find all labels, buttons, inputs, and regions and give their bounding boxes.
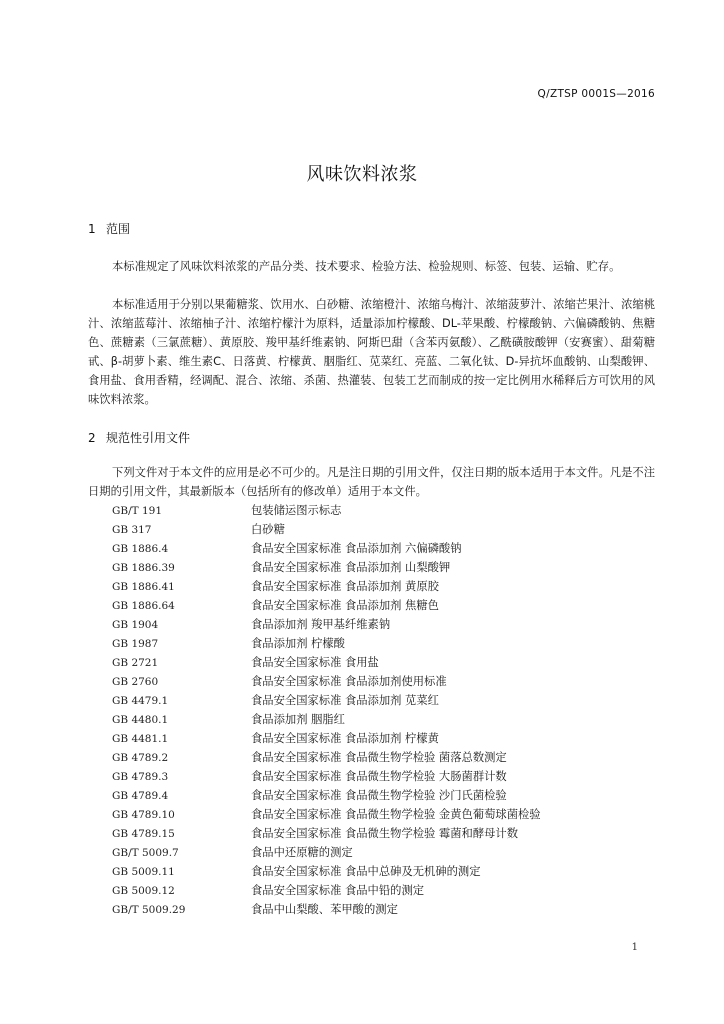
reference-title: 食品中还原糖的测定 [251, 846, 353, 859]
reference-title: 食品安全国家标准 食品添加剂 柠檬黄 [251, 732, 439, 745]
reference-code: GB 1886.64 [112, 600, 175, 612]
reference-code: GB 1886.4 [112, 543, 169, 555]
reference-row [88, 900, 655, 919]
reference-title: 食品添加剂 羧甲基纤维素钠 [251, 618, 391, 631]
reference-row [88, 805, 655, 824]
reference-code: GB/T 191 [112, 505, 163, 517]
reference-row [88, 615, 655, 634]
reference-row [88, 653, 655, 672]
reference-code: GB 4789.2 [112, 752, 169, 764]
reference-title: 食品安全国家标准 食用盐 [251, 656, 379, 669]
reference-code: GB 1987 [112, 638, 159, 650]
section-2-title: 规范性引用文件 [106, 431, 191, 445]
reference-title: 食品安全国家标准 食品微生物学检验 沙门氏菌检验 [251, 789, 507, 802]
reference-title: 食品安全国家标准 食品添加剂 苋菜红 [251, 694, 439, 707]
reference-title: 食品安全国家标准 食品中总砷及无机砷的测定 [251, 865, 481, 878]
reference-title: 食品添加剂 柠檬酸 [251, 637, 345, 650]
reference-row [88, 596, 655, 615]
page-title: 风味饮料浓浆 [306, 164, 418, 185]
reference-code: GB/T 5009.29 [112, 904, 186, 916]
reference-code: GB 5009.12 [112, 885, 175, 897]
reference-row [88, 881, 655, 900]
reference-title: 包装储运图示标志 [251, 504, 342, 517]
reference-row [88, 577, 655, 596]
reference-row [88, 672, 655, 691]
reference-code: GB 1886.39 [112, 562, 175, 574]
section-2-number: 2 [88, 431, 96, 445]
section-1-title: 范围 [106, 222, 131, 236]
reference-title: 食品安全国家标准 食品添加剂使用标准 [251, 675, 447, 688]
page-number: 1 [631, 942, 638, 953]
reference-code: GB 4789.15 [112, 828, 175, 840]
reference-row [88, 634, 655, 653]
reference-code: GB 4789.3 [112, 771, 169, 783]
reference-row [88, 824, 655, 843]
reference-code: GB 4481.1 [112, 733, 169, 745]
section-1-paragraph-2 [88, 295, 655, 409]
reference-title: 食品安全国家标准 食品微生物学检验 霉菌和酵母计数 [251, 827, 519, 840]
reference-row [88, 691, 655, 710]
reference-code: GB 4479.1 [112, 695, 169, 707]
reference-title: 食品安全国家标准 食品添加剂 黄原胶 [251, 580, 439, 593]
reference-row [88, 729, 655, 748]
section-2-intro-text: 下列文件对于本文件的应用是必不可少的。凡是注日期的引用文件，仅注日期的版本适用于本文件。凡是不注日期的引用文件，其最新版本（包括所有的修改单）适用于本文件。 [88, 466, 655, 498]
reference-title: 食品安全国家标准 食品中铅的测定 [251, 884, 425, 897]
reference-code: GB 2721 [112, 657, 159, 669]
reference-code: GB 4789.4 [112, 790, 169, 802]
reference-code: GB 317 [112, 524, 152, 536]
reference-list [88, 501, 655, 919]
section-1-paragraph-1 [88, 257, 655, 276]
section-1-number: 1 [88, 222, 96, 236]
reference-title: 食品安全国家标准 食品添加剂 六偏磷酸钠 [251, 542, 462, 555]
reference-title: 食品安全国家标准 食品微生物学检验 大肠菌群计数 [251, 770, 507, 783]
reference-row [88, 786, 655, 805]
section-2-heading [88, 429, 190, 446]
reference-code: GB 1886.41 [112, 581, 175, 593]
reference-row [88, 862, 655, 881]
reference-title: 白砂糖 [251, 523, 285, 536]
reference-title: 食品安全国家标准 食品微生物学检验 菌落总数测定 [251, 751, 507, 764]
reference-row [88, 748, 655, 767]
reference-code: GB 4789.10 [112, 809, 175, 821]
reference-code: GB 1904 [112, 619, 159, 631]
section-1-paragraph-1-text: 本标准规定了风味饮料浓浆的产品分类、技术要求、检验方法、检验规则、标签、包装、运输、贮存。 [112, 260, 621, 273]
reference-row [88, 539, 655, 558]
reference-title: 食品安全国家标准 食品添加剂 山梨酸钾 [251, 561, 451, 574]
reference-title: 食品添加剂 胭脂红 [251, 713, 345, 726]
reference-row [88, 501, 655, 520]
reference-code: GB 4480.1 [112, 714, 169, 726]
document-code: Q/ZTSP 0001S—2016 [537, 88, 655, 100]
reference-code: GB 5009.11 [112, 866, 175, 878]
reference-row [88, 520, 655, 539]
reference-title: 食品安全国家标准 食品添加剂 焦糖色 [251, 599, 439, 612]
reference-code: GB 2760 [112, 676, 159, 688]
section-2-intro [88, 463, 655, 501]
reference-title: 食品中山梨酸、苯甲酸的测定 [251, 903, 398, 916]
reference-row [88, 710, 655, 729]
reference-row [88, 558, 655, 577]
reference-row [88, 767, 655, 786]
reference-title: 食品安全国家标准 食品微生物学检验 金黄色葡萄球菌检验 [251, 808, 541, 821]
reference-row [88, 843, 655, 862]
reference-code: GB/T 5009.7 [112, 847, 179, 859]
section-1-paragraph-2-text: 本标准适用于分别以果葡糖浆、饮用水、白砂糖、浓缩橙汁、浓缩乌梅汁、浓缩菠萝汁、浓缩芒果汁、浓缩桃汁、浓缩蓝莓汁、浓缩柚子汁、浓缩柠檬汁为原料，适量添加柠檬酸、DL-苹果酸、柠檬酸钠、六偏磷酸钠、焦糖色、蔗糖素（三氯蔗糖）、黄原胶、羧甲基纤维素钠、阿斯巴甜（含苯丙氨酸）、乙酰磺胺酸钾（安赛蜜）、甜菊糖甙、β-胡萝卜素、维生素C、日落黄、柠檬黄、胭脂红、苋菜红、亮蓝、二氧化钛、D-异抗坏血酸钠、山梨酸钾、食用盐、食用香精，经调配、混合、浓缩、杀菌、热灌装、包装工艺而制成的按一定比例用水稀释后方可饮用的风味饮料浓浆。 [88, 298, 655, 406]
section-1-heading [88, 220, 130, 237]
